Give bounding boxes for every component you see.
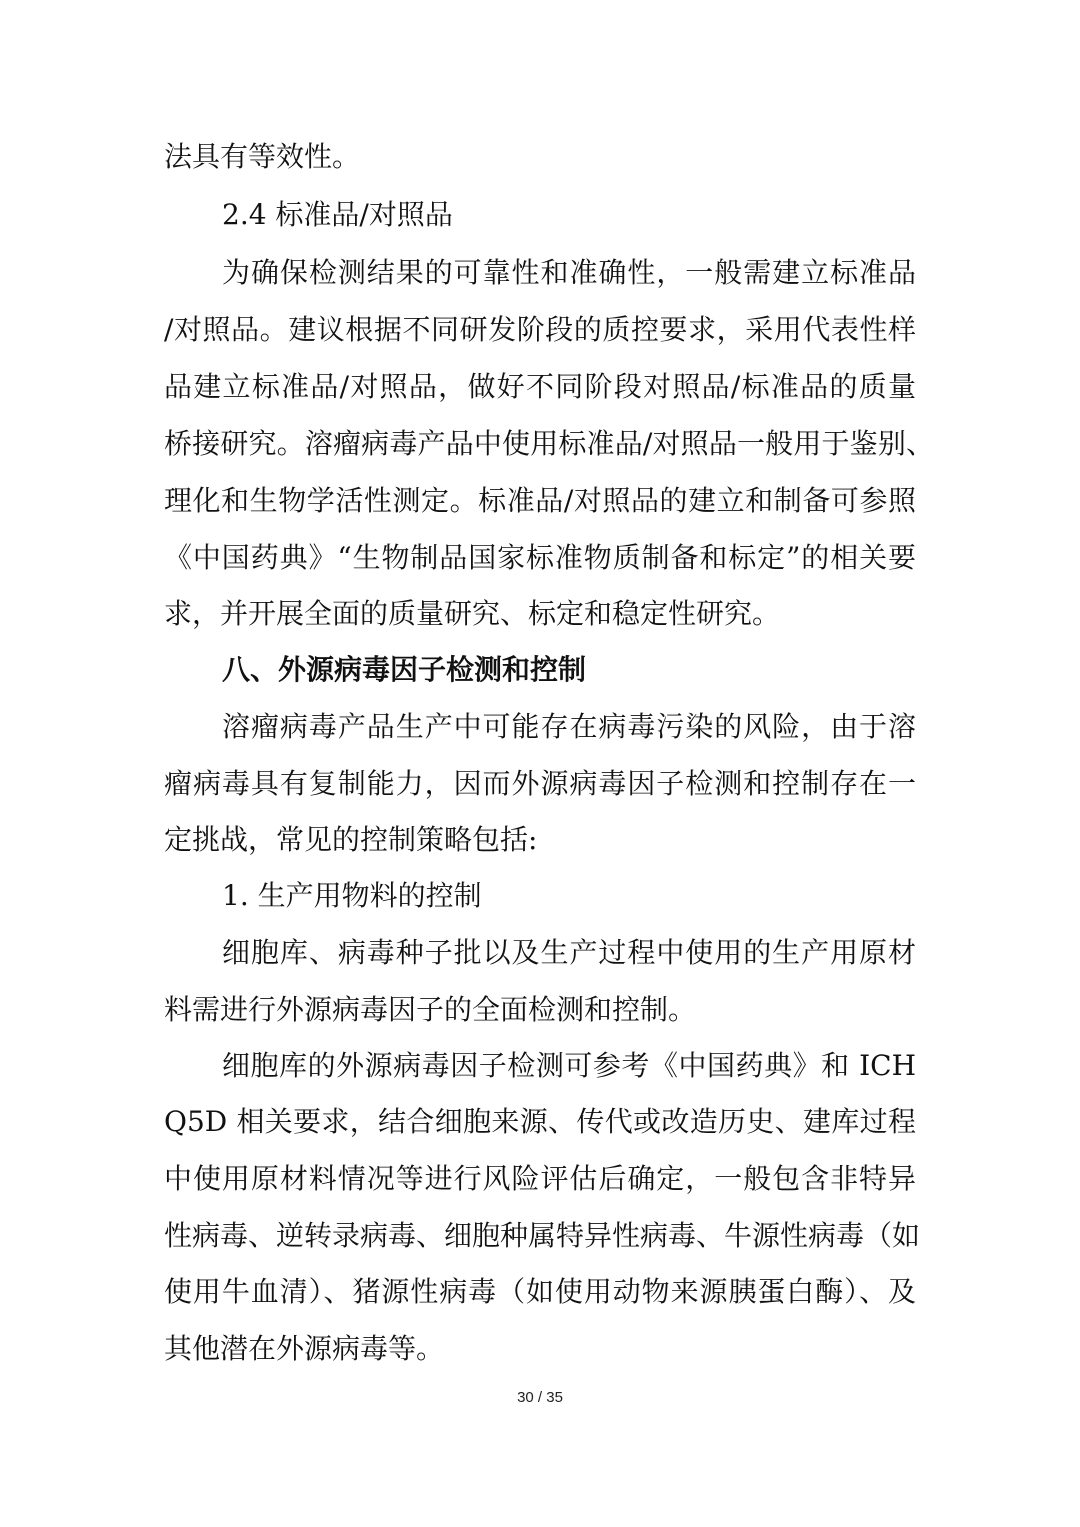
paragraph-line: 理化和生物学活性测定。标准品/对照品的建立和制备可参照 — [164, 484, 916, 517]
section-subheading: 2.4 标准品/对照品 — [222, 198, 453, 231]
section-subheading: 1. 生产用物料的控制 — [222, 879, 482, 912]
paragraph-line: 品建立标准品/对照品，做好不同阶段对照品/标准品的质量 — [164, 370, 916, 403]
paragraph-line: 定挑战，常见的控制策略包括: — [164, 823, 538, 856]
paragraph-line: 其他潜在外源病毒等。 — [164, 1332, 445, 1365]
paragraph-line: 中使用原材料情况等进行风险评估后确定，一般包含非特异 — [164, 1162, 916, 1195]
paragraph-line: Q5D 相关要求，结合细胞来源、传代或改造历史、建库过程 — [164, 1105, 916, 1138]
section-heading: 八、外源病毒因子检测和控制 — [222, 653, 587, 686]
paragraph-line: 《中国药典》“生物制品国家标准物质制备和标定”的相关要 — [164, 541, 916, 574]
paragraph-line: 法具有等效性。 — [164, 140, 361, 173]
paragraph-line: /对照品。建议根据不同研发阶段的质控要求，采用代表性样 — [164, 313, 916, 346]
paragraph-line: 求，并开展全面的质量研究、标定和稳定性研究。 — [164, 597, 781, 630]
paragraph-line: 性病毒、逆转录病毒、细胞种属特异性病毒、牛源性病毒（如 — [164, 1219, 921, 1252]
paragraph-line: 桥接研究。溶瘤病毒产品中使用标准品/对照品一般用于鉴别、 — [164, 427, 934, 460]
paragraph-line: 瘤病毒具有复制能力，因而外源病毒因子检测和控制存在一 — [164, 767, 916, 800]
paragraph-line: 料需进行外源病毒因子的全面检测和控制。 — [164, 993, 697, 1026]
paragraph-line: 使用牛血清）、猪源性病毒（如使用动物来源胰蛋白酶）、及 — [164, 1275, 916, 1308]
paragraph-line: 为确保检测结果的可靠性和准确性，一般需建立标准品 — [222, 256, 916, 289]
paragraph-line: 溶瘤病毒产品生产中可能存在病毒污染的风险，由于溶 — [222, 710, 916, 743]
paragraph-line: 细胞库、病毒种子批以及生产过程中使用的生产用原材 — [222, 936, 916, 969]
paragraph-line: 细胞库的外源病毒因子检测可参考《中国药典》和 ICH — [222, 1049, 916, 1082]
page-number: 30 / 35 — [517, 1389, 563, 1406]
